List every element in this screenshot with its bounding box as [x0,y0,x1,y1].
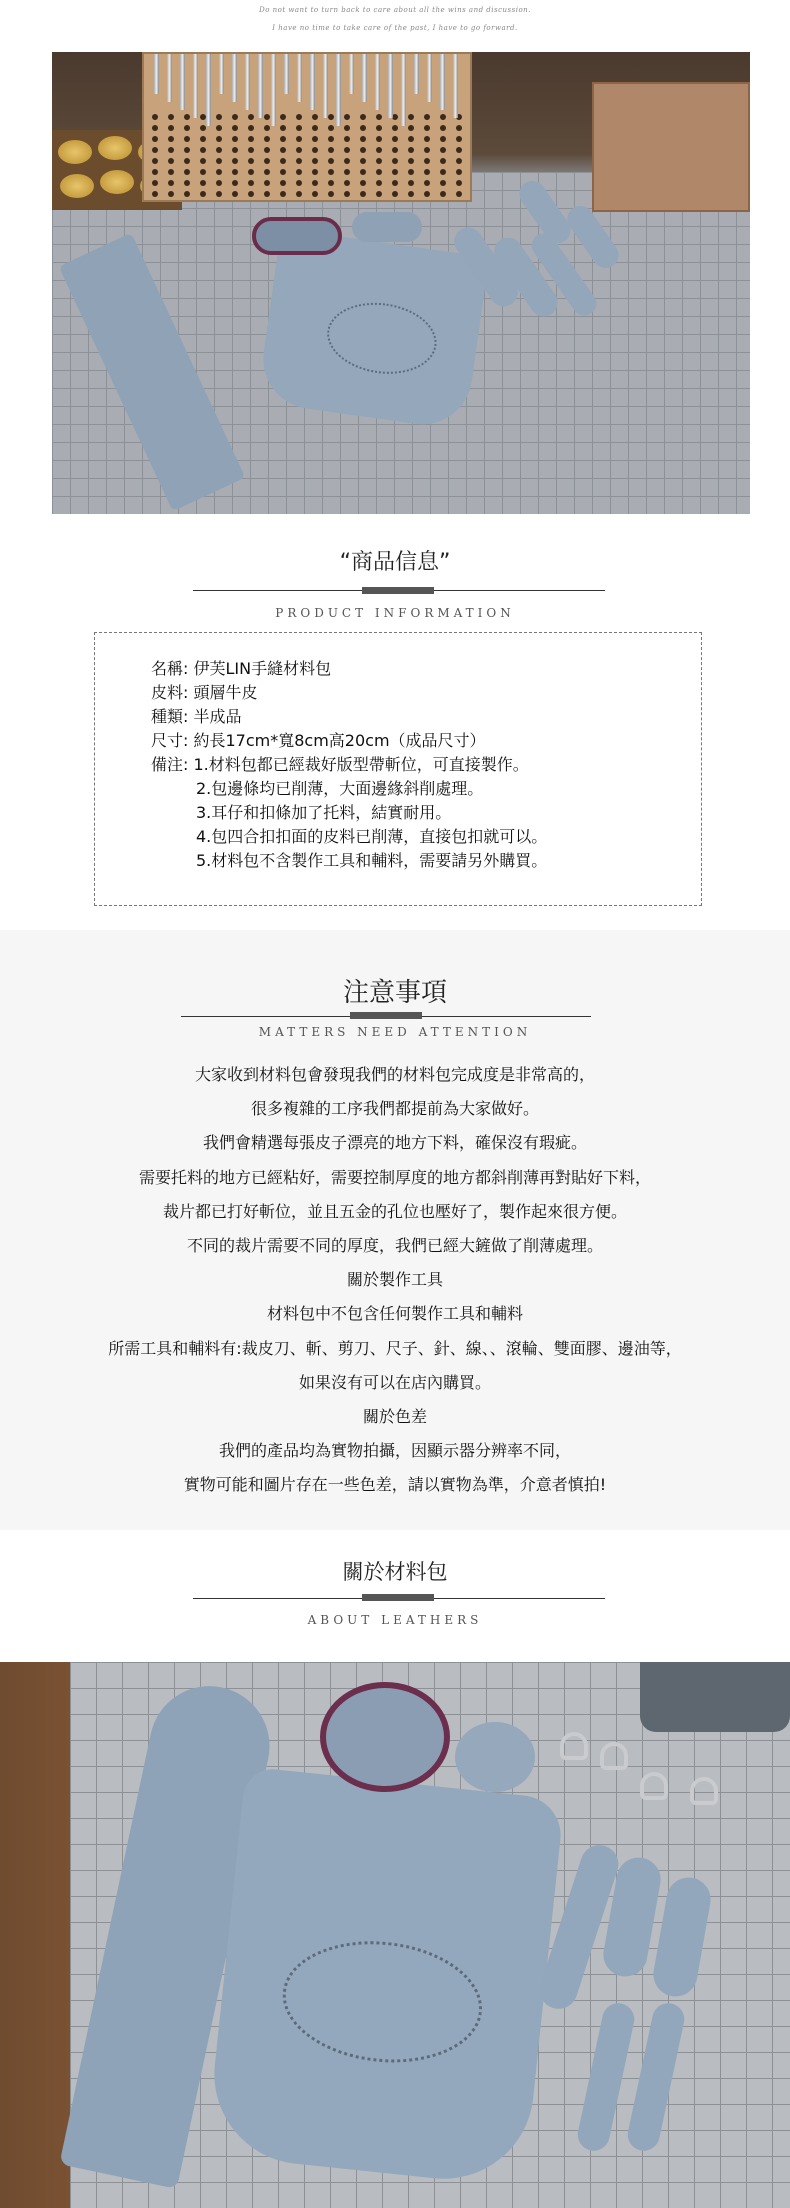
stitching-chisel [323,54,328,118]
rack-hole [152,114,158,120]
rack-hole [312,147,318,153]
info-note: 4.包四合扣扣面的皮料已削薄，直接包扣就可以。 [196,827,548,846]
rack-hole [264,169,270,175]
attention-line: 實物可能和圖片存在一些色差，請以實物為準，介意者慎拍! [183,1475,607,1495]
rack-hole [456,169,462,175]
leather-roll [320,1682,450,1792]
rack-hole [312,114,318,120]
rack-hole [424,147,430,153]
rack-hole [456,147,462,153]
rack-hole [232,147,238,153]
stitching-chisel [258,54,263,118]
rack-hole [408,125,414,131]
rack-hole [248,169,254,175]
rack-hole [168,136,174,142]
rack-hole [376,191,382,197]
rack-hole [184,158,190,164]
rack-hole [376,125,382,131]
stitching-chisel [167,54,172,102]
wooden-box [592,82,750,212]
rack-hole [216,136,222,142]
rack-hole [328,191,334,197]
rack-hole [392,147,398,153]
rack-hole [152,125,158,131]
rack-hole [296,114,302,120]
stitching-chisel [427,54,432,102]
leather-kit-photo [0,1662,790,2208]
attention-line: 關於製作工具 [346,1270,443,1290]
rack-hole [360,169,366,175]
attention-line: 關於色差 [362,1407,427,1427]
leather-bag-body-piece [257,228,489,431]
product-info-subtitle: PRODUCT INFORMATION [275,606,515,620]
rack-hole [408,147,414,153]
rack-hole [200,147,206,153]
rack-hole [344,125,350,131]
leather-kit-desk-photo [52,52,750,514]
rack-hole [360,158,366,164]
attention-line: 如果沒有可以在店內購買。 [298,1372,491,1392]
rack-hole [344,114,350,120]
rack-hole [200,169,206,175]
header-quote-2: I have no time to take care of the past, I have to go forward. [272,24,518,32]
rack-hole [200,136,206,142]
rack-hole [376,114,382,120]
attention-line: 我們會精選每張皮子漂亮的地方下料，確保沒有瑕疵。 [202,1133,587,1153]
rack-hole [328,125,334,131]
stitching-chisel [440,54,445,110]
stitching-chisel [232,54,237,102]
rack-hole [344,169,350,175]
attention-line: 所需工具和輔料有:裁皮刀、斬、剪刀、尺子、針、線、、滾輪、雙面膠、邊油等， [108,1338,682,1358]
product-info-title: “商品信息” [339,550,451,575]
rack-hole [360,191,366,197]
rack-hole [200,158,206,164]
rack-hole [248,136,254,142]
rack-hole [264,158,270,164]
rack-hole [440,147,446,153]
info-note: 3.耳仔和扣條加了托料，結實耐用。 [196,803,452,822]
rack-hole [152,136,158,142]
rack-hole [216,114,222,120]
rack-hole [440,158,446,164]
rack-hole [296,169,302,175]
rack-hole [264,125,270,131]
rack-hole [344,158,350,164]
rack-hole [152,191,158,197]
rack-hole [424,125,430,131]
attention-line: 材料包中不包含任何製作工具和輔料 [266,1304,523,1324]
rack-hole [232,114,238,120]
stitching-chisel [310,54,315,110]
attention-line: 需要托料的地方已經粘好，需要控制厚度的地方都斜削薄再對貼好下料， [138,1167,651,1187]
rack-hole [168,169,174,175]
attention-rule-accent [350,1012,422,1019]
info-note: 5.材料包不含製作工具和輔料，需要請另外購買。 [196,851,548,870]
rack-hole [456,180,462,186]
rack-hole [184,125,190,131]
attention-title: 注意事項 [342,978,447,1008]
stitching-chisel [245,54,250,110]
rack-hole [376,180,382,186]
rack-hole [168,147,174,153]
rack-hole [264,180,270,186]
attention-text [0,1058,790,1503]
attention-line: 裁片都已打好斬位，並且五金的孔位也壓好了，製作起來很方便。 [162,1201,627,1221]
rack-hole [376,147,382,153]
rack-hole [392,158,398,164]
rack-hole [328,136,334,142]
stitching-chisel [414,54,419,94]
rack-hole [312,169,318,175]
rack-hole [232,136,238,142]
rack-hole [280,191,286,197]
about-title: 關於材料包 [342,1560,448,1584]
rack-hole [328,147,334,153]
rack-hole [296,180,302,186]
rack-hole [440,125,446,131]
rack-hole [280,180,286,186]
about-subtitle: ABOUT LEATHERS [307,1613,483,1627]
rack-hole [440,136,446,142]
rack-hole [152,169,158,175]
rack-hole [344,136,350,142]
stitching-chisel [193,54,198,118]
rack-hole [184,169,190,175]
rack-hole [312,136,318,142]
info-size: 尺寸: 約長17cm*寬8cm高20cm（成品尺寸） [151,731,486,750]
rack-hole [360,136,366,142]
rack-hole [232,125,238,131]
leather-roll [252,217,342,255]
stitching-chisel [453,54,458,118]
rack-hole [248,125,254,131]
info-material: 皮料: 頭層牛皮 [151,683,258,702]
rack-hole [344,191,350,197]
rack-hole [344,180,350,186]
rack-hole [376,136,382,142]
stitching-chisel [362,54,367,102]
attention-line: 我們的產品均為實物拍攝，因顯示器分辨率不同， [218,1441,571,1461]
stitching-chisel [271,54,276,126]
metal-ring [640,1772,668,1800]
rack-hole [152,147,158,153]
stitching-chisel [349,54,354,94]
rack-hole [248,191,254,197]
rack-hole [328,158,334,164]
rack-hole [280,114,286,120]
metal-clasp [600,1742,628,1770]
rack-hole [264,191,270,197]
rack-hole [184,191,190,197]
rack-hole [280,125,286,131]
rack-hole [312,191,318,197]
leather-roll-small [352,212,422,242]
rack-hole [200,180,206,186]
rack-hole [424,169,430,175]
attention-line: 大家收到材料包會發現我們的材料包完成度是非常高的， [194,1065,595,1084]
rack-hole [216,147,222,153]
rack-hole [360,114,366,120]
rack-hole [280,158,286,164]
attention-line: 很多複雜的工序我們都提前為大家做好。 [250,1099,539,1119]
info-note: 2.包邊條均已削薄，大面邊緣斜削處理。 [196,779,484,798]
attention-subtitle: MATTERS NEED ATTENTION [258,1025,532,1039]
rack-hole [152,158,158,164]
rack-hole [440,169,446,175]
rack-hole [296,158,302,164]
rack-hole [168,180,174,186]
rack-hole [440,191,446,197]
rack-hole [216,158,222,164]
rack-hole [280,136,286,142]
rack-hole [392,191,398,197]
rack-hole [184,114,190,120]
rack-hole [312,180,318,186]
rack-hole [232,191,238,197]
rack-hole [360,147,366,153]
attention-line: 不同的裁片需要不同的厚度，我們已經大鏟做了削薄處理。 [186,1236,603,1256]
rack-hole [216,125,222,131]
rack-hole [408,114,414,120]
metal-ring [690,1777,718,1805]
title-rule-accent [362,587,434,594]
rack-hole [408,169,414,175]
rack-hole [392,169,398,175]
rack-hole [296,191,302,197]
rack-hole [408,136,414,142]
rack-hole [216,191,222,197]
rack-hole [280,147,286,153]
rack-hole [344,147,350,153]
rack-hole [248,158,254,164]
rack-hole [280,169,286,175]
rack-hole [296,147,302,153]
rack-hole [312,158,318,164]
stitching-chisel [206,54,211,126]
rack-hole [168,125,174,131]
rack-hole [360,125,366,131]
leather-roll-small [455,1722,535,1792]
rack-hole [296,136,302,142]
rack-hole [232,169,238,175]
rack-hole [408,158,414,164]
rack-hole [184,180,190,186]
rack-hole [232,158,238,164]
stitching-chisel [180,54,185,110]
rack-hole [424,158,430,164]
header-quote-1: Do not want to turn back to care about all the wins and discussion. [259,6,531,14]
rack-hole [408,180,414,186]
stitching-chisel [388,54,393,118]
rack-hole [168,114,174,120]
rack-hole [328,180,334,186]
rack-hole [200,191,206,197]
rack-hole [296,125,302,131]
rack-hole [248,180,254,186]
rack-hole [168,191,174,197]
rack-hole [440,180,446,186]
rack-hole [408,191,414,197]
rack-hole [184,136,190,142]
rack-hole [264,136,270,142]
rack-hole [248,147,254,153]
rack-hole [424,136,430,142]
rack-hole [360,180,366,186]
rack-hole [392,125,398,131]
rack-hole [440,114,446,120]
info-name: 名稱: 伊芙LIN手縫材料包 [151,659,332,678]
rack-hole [152,180,158,186]
rack-hole [424,114,430,120]
leather-bag-body-piece [205,1766,564,2187]
tool-rack [142,52,472,202]
rack-hole [376,169,382,175]
stitching-chisel [401,54,406,126]
rack-hole [376,158,382,164]
rack-hole [312,125,318,131]
rack-hole [328,169,334,175]
rack-hole [328,114,334,120]
stitching-chisel [375,54,380,110]
rack-hole [424,191,430,197]
rack-hole [392,136,398,142]
rack-hole [456,191,462,197]
stitching-chisel [297,54,302,102]
product-info-box [94,632,702,906]
rack-hole [184,147,190,153]
metal-clasp [560,1732,588,1760]
stitching-chisel [336,54,341,126]
stitching-chisel [219,54,224,94]
rack-hole [248,114,254,120]
rack-hole [216,180,222,186]
rack-hole [456,136,462,142]
rack-hole [392,180,398,186]
stitching-chisel [154,54,159,94]
stitching-chisel [284,54,289,94]
rack-hole [232,180,238,186]
rack-hole [216,169,222,175]
rack-hole [424,180,430,186]
info-type: 種類: 半成品 [151,707,242,726]
rack-hole [264,114,270,120]
about-rule-accent [362,1594,434,1601]
rack-hole [168,158,174,164]
rack-hole [456,158,462,164]
info-remark: 備注: 1.材料包都已經裁好版型帶斬位，可直接製作。 [151,755,529,774]
rack-hole [456,125,462,131]
bag-handle [640,1662,790,1732]
rack-hole [264,147,270,153]
